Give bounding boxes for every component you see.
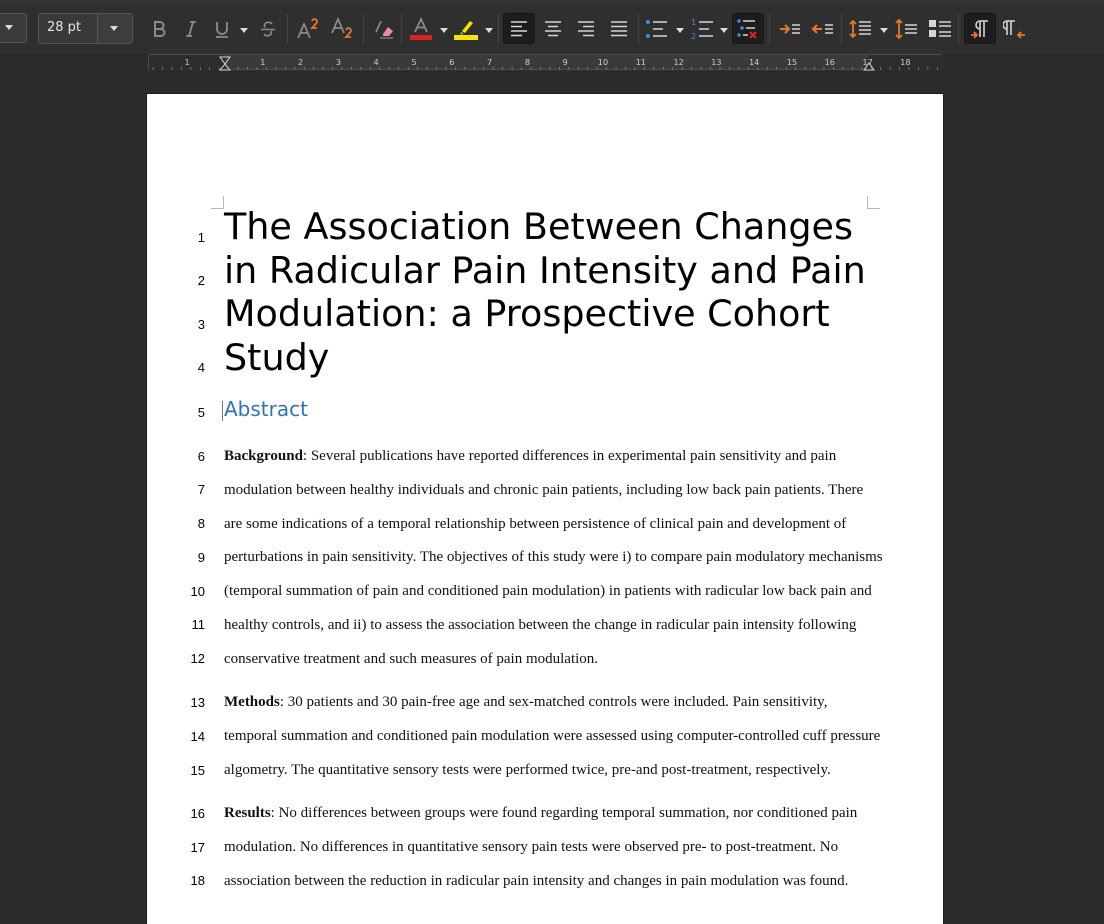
paragraph-spacing-icon	[895, 18, 919, 40]
ruler-label: 4	[373, 58, 379, 67]
paragraph-icon	[928, 18, 952, 40]
ruler-scale	[149, 55, 943, 71]
line-number: 11	[191, 617, 205, 632]
ruler-label: 10	[597, 58, 609, 67]
ruler-label: 12	[673, 58, 684, 67]
title-line: Modulation: a Prospective Cohort	[224, 292, 830, 335]
justify-button[interactable]	[604, 13, 634, 44]
ruler-label: 1	[260, 58, 266, 67]
align-left-button[interactable]	[503, 13, 535, 44]
increase-indent-button[interactable]	[775, 13, 805, 44]
line-number: 16	[190, 806, 205, 821]
line-number: 12	[190, 651, 205, 666]
line-number: 5	[197, 405, 205, 420]
underline-dropdown-icon[interactable]	[240, 28, 248, 33]
numbered-list-dropdown-icon[interactable]	[720, 28, 728, 33]
line-number: 2	[197, 273, 205, 288]
formatting-toolbar	[0, 0, 1104, 54]
toolbar-separator	[841, 14, 842, 44]
align-right-button[interactable]	[571, 13, 601, 44]
right-to-left-button[interactable]	[1000, 13, 1030, 44]
numbered-list-icon	[691, 18, 715, 40]
line-number: 17	[190, 840, 205, 855]
ruler-label: 9	[562, 58, 568, 67]
highlight-dropdown-icon[interactable]	[485, 28, 493, 33]
line-number: 13	[190, 695, 205, 710]
align-left-icon	[509, 19, 529, 39]
subscript-icon	[330, 17, 356, 41]
title-line: in Radicular Pain Intensity and Pain	[224, 248, 866, 292]
results-text: : No differences between groups were found regarding temporal summation, nor conditioned pain modulation. No differences in quantitative sensory pain tests were observed pre- to post-treatment. No association between the reduction in radicular pain intensity and changes in pain modulation was found.	[224, 805, 858, 889]
ruler-label: 5	[411, 58, 417, 67]
ruler-label: 13	[711, 58, 722, 67]
bold-icon	[149, 19, 169, 39]
increase-indent-icon	[778, 19, 802, 39]
font-color-dropdown-icon[interactable]	[440, 28, 448, 33]
document-title[interactable]	[224, 205, 884, 379]
line-spacing-dropdown-icon[interactable]	[880, 28, 888, 33]
align-right-icon	[576, 19, 596, 39]
left-to-right-button[interactable]	[964, 13, 996, 44]
decrease-indent-icon	[811, 19, 835, 39]
paragraph-spacing-button[interactable]	[892, 13, 922, 44]
underline-button[interactable]	[207, 13, 237, 44]
results-label: Results	[224, 805, 271, 821]
background-label: Background	[224, 448, 303, 464]
toolbar-separator	[769, 14, 770, 44]
abstract-heading[interactable]: Abstract	[224, 397, 308, 421]
title-line: Study	[224, 335, 330, 379]
methods-label: Methods	[224, 694, 280, 710]
ruler-label: 18	[900, 58, 911, 67]
ruler-label: 14	[749, 58, 760, 67]
line-number: 14	[190, 729, 205, 744]
text-cursor	[222, 401, 223, 421]
results-paragraph[interactable]	[224, 797, 884, 898]
line-number: 7	[197, 482, 205, 497]
line-number: 4	[197, 360, 205, 375]
superscript-button[interactable]	[294, 13, 324, 44]
line-number: 8	[197, 516, 205, 531]
ruler-label: 17	[862, 58, 873, 67]
title-line: The Association Between Changes	[224, 205, 853, 248]
horizontal-ruler[interactable]	[148, 54, 942, 70]
decrease-indent-button[interactable]	[808, 13, 838, 44]
methods-text: : 30 patients and 30 pain-free age and sex-matched controls were included. Pain sensitivity, temporal summation and conditioned pain modulation were assessed using computer-controlled cuff pressure algometry. The quantitative sensory tests were performed twice, pre-and post-treatment, respectively.	[224, 694, 881, 778]
highlight-color-icon	[452, 17, 480, 41]
ruler-label: 2	[298, 58, 304, 67]
line-number: 3	[197, 317, 205, 332]
toolbar-separator	[287, 14, 288, 44]
ruler-label: 15	[786, 58, 798, 67]
methods-paragraph[interactable]	[224, 686, 884, 787]
toolbar-top-strip	[0, 0, 1104, 6]
ltr-icon	[969, 18, 991, 40]
ruler-label: 6	[449, 58, 455, 67]
bold-button[interactable]	[144, 13, 174, 44]
font-size-combo[interactable]	[38, 13, 133, 44]
align-center-button[interactable]	[538, 13, 568, 44]
text-boundary-corner	[211, 196, 224, 209]
ruler-label: 16	[824, 58, 835, 67]
underline-icon	[212, 19, 232, 39]
rtl-icon	[1003, 18, 1027, 40]
line-number: 18	[190, 873, 205, 888]
line-number: 9	[197, 550, 205, 565]
bullet-list-button[interactable]	[642, 13, 672, 44]
italic-icon	[181, 19, 201, 39]
svg-text:2: 2	[691, 31, 697, 40]
line-number: 10	[190, 584, 205, 599]
line-spacing-button[interactable]	[846, 13, 876, 44]
ruler-label: 1	[184, 58, 190, 67]
bullet-list-dropdown-icon[interactable]	[676, 28, 684, 33]
chevron-down-icon	[110, 26, 118, 31]
line-number: 15	[190, 763, 205, 778]
svg-text:1: 1	[691, 17, 697, 27]
clear-formatting-button[interactable]	[370, 13, 400, 44]
document-page[interactable]	[147, 94, 943, 924]
font-size-dropdown-button[interactable]	[97, 14, 132, 43]
background-paragraph[interactable]	[224, 440, 884, 677]
highlight-button[interactable]	[451, 13, 481, 44]
font-color-button[interactable]	[406, 13, 436, 44]
line-number: 1	[197, 230, 205, 245]
chevron-down-icon	[5, 25, 13, 30]
toolbar-separator	[638, 14, 639, 44]
background-text: : Several publications have reported differences in experimental pain sensitivity and pain modulation between healthy individuals and chronic pain patients, including low back pain patients. There are some indications of a temporal relationship between persistence of clinical pain and development of perturbations in pain sensitivity. The objectives of this study were i) to compare pain modulatory mechanisms (temporal summation of pain and conditioned pain modulation) in patients with radicular low back pain and healthy controls, and ii) to assess the association between the change in radicular pain intensity following conservative treatment and such measures of pain modulation.	[224, 448, 883, 667]
line-spacing-icon	[849, 18, 873, 40]
ruler-label: 11	[635, 58, 646, 67]
ruler-label: 7	[487, 58, 493, 67]
ruler-label: 8	[524, 58, 530, 67]
toolbar-separator	[958, 14, 959, 44]
align-center-icon	[543, 19, 563, 39]
ruler-label: 3	[335, 58, 341, 67]
outline-list-icon	[736, 17, 760, 41]
paragraph-dialog-button[interactable]	[925, 13, 955, 44]
justify-icon	[609, 19, 629, 39]
font-size-value[interactable]: 28 pt	[47, 20, 82, 35]
bullet-list-icon	[645, 18, 669, 40]
subscript-button[interactable]	[328, 13, 358, 44]
paragraph-style-combo[interactable]	[0, 13, 27, 43]
italic-button[interactable]	[176, 13, 206, 44]
toolbar-separator	[363, 14, 364, 44]
clear-formatting-icon	[374, 18, 396, 40]
toolbar-separator	[401, 14, 402, 44]
line-number: 6	[197, 449, 205, 464]
outline-list-button[interactable]	[732, 13, 764, 44]
toolbar-separator	[498, 14, 499, 44]
font-color-icon	[408, 17, 434, 41]
strikethrough-icon	[258, 19, 278, 39]
numbered-list-button[interactable]	[688, 13, 718, 44]
strikethrough-button[interactable]	[253, 13, 283, 44]
superscript-icon	[296, 17, 322, 41]
